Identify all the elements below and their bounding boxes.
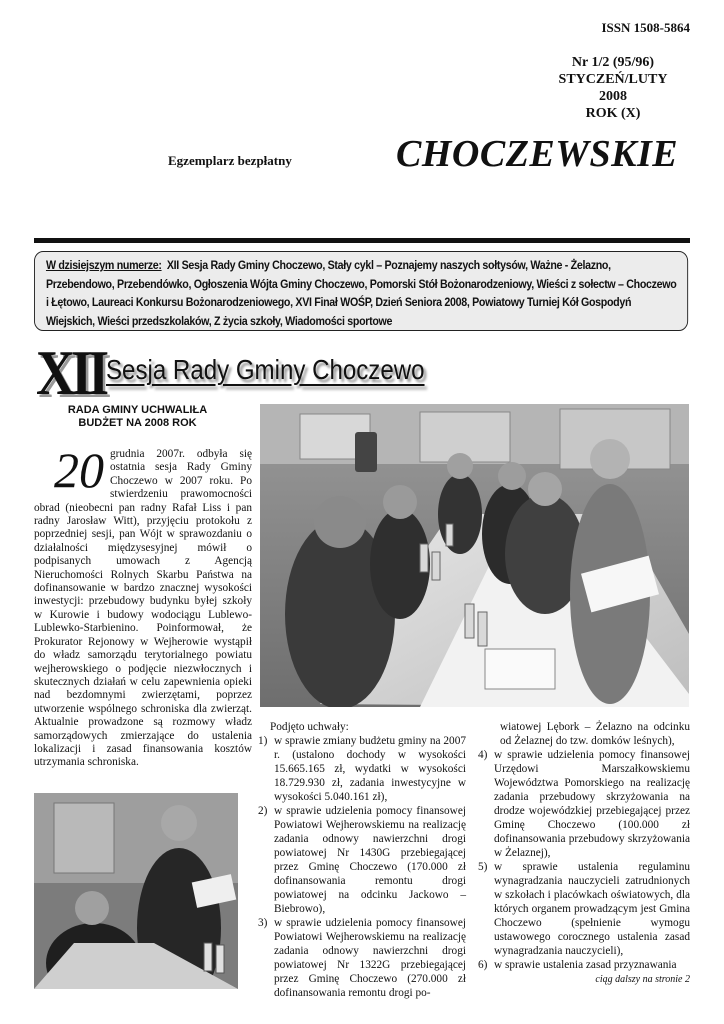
list-item bbox=[258, 916, 466, 1000]
article-subhead: RADA GMINY UCHWALIŁA BUDŻET NA 2008 ROK bbox=[67, 404, 208, 429]
issue-year: 2008 bbox=[599, 89, 627, 104]
list-item bbox=[258, 804, 466, 916]
list-item bbox=[478, 748, 690, 860]
speaker-photo bbox=[34, 793, 238, 989]
resolutions-intro: Podjęto uchwały: bbox=[270, 721, 349, 733]
drop-cap: 20 bbox=[54, 442, 104, 498]
contents-text: XII Sesja Rady Gminy Choczewo, Stały cykl – Poznajemy naszych sołtysów, Ważne - Żelazno, Przebendowo, Przebendówko, Ogłoszenia Wójta Gminy Choczewo, Pomorski Stół Bożonarodzeniowy, Wieści z sołectw – Choczewo i Łętowo, Laureaci Konkursu Bożonarodzeniowego, XVI Finał WOŚP, Dzień Seniora 2008, Powiatowy Turniej Kół Gospodyń Wiejskich, Wieści przedszkolaków, Z życia szkoły, Wiadomości sportowe bbox=[45, 259, 677, 328]
article-first-paragraph: grudnia 2007r. odbyła się ostatnia sesja Rady Gminy Choczewo w 2007 roku. Po stwierdzeniu prawomocności obrad (nieobecni pan radny Rafał Liss i pan radny Jarosław Witt), przyjęciu protokołu z poprzedniej sesji, pan Wójt w sprawozdaniu o działalności międzysesyjnej mówił o podpisanych umowach z Agencją Nieruchomości Rolnych Skarbu Państwa na dofinansowanie w bardzo znacznej wysokości inwestycji: przebudowy budynku byłej szkoły w Kurowie i budowy wodociągu Lublewo-Lublewko-Starbienino. Poinformował, że Prokurator Rejonowy w Wejherowie wystąpił do władz samorządu terytorialnego powiatu wejherowskiego o podjęcie niezwłocznych i skutecznych działań w celu zapewnienia opieki nad bezdomnymi zwierzętami, poprzez utworzenie wspólnego schroniska dla zwierząt. Aktualnie prowadzone są rozmowy władz samorządowych zmierzające do ustalenia lokalizacji i zasad finansowania kosztów utrzymania schroniska. bbox=[34, 448, 252, 769]
free-copy-label: Egzemplarz bezpłatny bbox=[168, 153, 292, 168]
item-number: 4) bbox=[478, 749, 488, 761]
item-number: 5) bbox=[478, 861, 488, 873]
item-text: w sprawie udzielenia pomocy finansowej Powiatowi Wejherowskiemu na realizację zadania odnowy nawierzchni drogi powiatowej Nr 1322G przebiegającej przez Gminę Choczewo (270.000 zł dofinansowania remontu drogi po- bbox=[274, 917, 466, 999]
item-number: 3) bbox=[258, 917, 268, 929]
article-lead-column bbox=[34, 442, 252, 770]
list-item bbox=[478, 958, 690, 972]
issue-info bbox=[548, 54, 678, 122]
list-item bbox=[478, 860, 690, 958]
headline-title: Sesja Rady Gminy Choczewo bbox=[106, 354, 425, 385]
contents-lead: W dzisiejszym numerze: bbox=[45, 259, 162, 272]
item-text: w sprawie udzielenia pomocy finansowej Urzędowi Marszałkowskiemu Województwa Pomorskiego na realizację zadania przebudowy skrzyżowania na drodze wojewódzkiej przebiegającej przez Gminę Choczewo (100.000 zł dofinansowania przebudowy skrzyżowania w Żelaznej), bbox=[494, 749, 690, 859]
item-text: w sprawie udzielenia pomocy finansowej Powiatowi Wejherowskiemu na realizację zadania odnowy nawierzchni drogi powiatowej Nr 1430G przebiegającej przez Gminę Choczewo (170.000 zł dofinansowania remontu drogi powiatowej na odcinku Jackowo – Biebrowo), bbox=[274, 805, 466, 915]
header-divider bbox=[34, 238, 690, 243]
resolutions-column-2 bbox=[478, 720, 690, 972]
contents-box bbox=[34, 251, 688, 331]
session-meeting-photo bbox=[260, 404, 689, 707]
newspaper-title: CHOCZEWSKIE bbox=[396, 133, 679, 175]
item-text: w sprawie ustalenia regulaminu wynagradzania nauczycieli zatrudnionych w szkołach i placówkach oświatowych, dla których organem prowadzącym jest Gmina Choczewo (spełnienie wymogu ustawowego corocznego ustalenia zasad wynagradzania nauczycieli), bbox=[494, 861, 690, 957]
issn-number: ISSN 1508-5864 bbox=[601, 20, 690, 35]
item-text: w sprawie ustalenia zasad przyznawania bbox=[494, 959, 677, 971]
item-text: w sprawie zmiany budżetu gminy na 2007 r. (ustalono dochody w wysokości 15.665.165 zł, wydatki w wysokości 18.729.930 zł, zadania inwestycyjne w wysokości 5.040.161 zł), bbox=[274, 735, 466, 803]
issue-volume: ROK (X) bbox=[585, 106, 641, 121]
item-number: 2) bbox=[258, 805, 268, 817]
headline-roman-numeral: XII bbox=[36, 337, 105, 408]
issue-months: STYCZEŃ/LUTY bbox=[558, 72, 668, 87]
continuation-text: wiatowej Lębork – Żelazno na odcinku od Żelaznej do tzw. domków leśnych), bbox=[500, 721, 690, 747]
list-item bbox=[258, 734, 466, 804]
issue-number: Nr 1/2 (95/96) bbox=[571, 55, 655, 70]
resolutions-column-1 bbox=[258, 720, 466, 1000]
item-number: 6) bbox=[478, 959, 488, 971]
item-number: 1) bbox=[258, 735, 268, 747]
continued-note: ciąg dalszy na stronie 2 bbox=[595, 974, 690, 985]
